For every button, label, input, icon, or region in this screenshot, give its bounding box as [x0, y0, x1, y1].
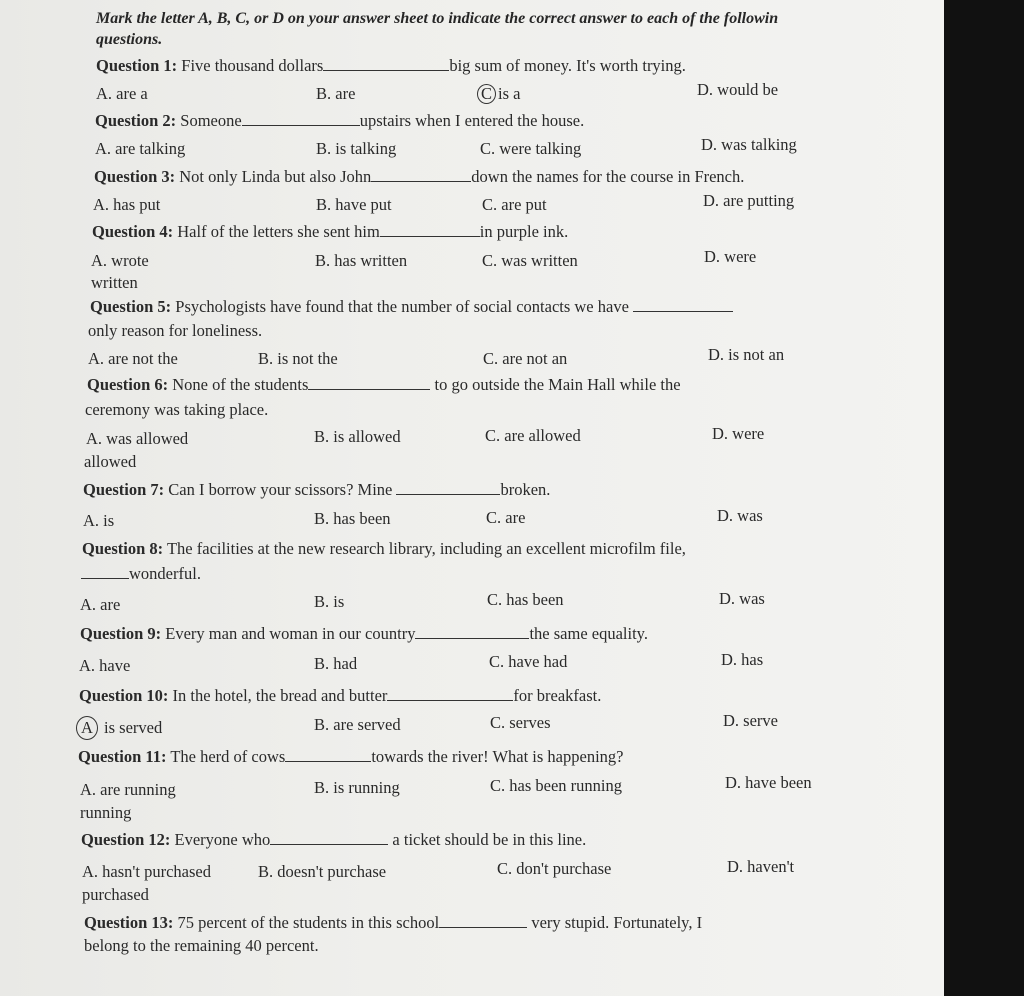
question-label: Question 6: — [87, 375, 169, 394]
options-7 — [0, 506, 860, 534]
circled-letter-a: A — [76, 716, 98, 740]
option-b: B. has been — [314, 509, 391, 528]
options-6 — [0, 424, 860, 471]
options-5 — [0, 345, 860, 372]
question-stem: Not only Linda but also John — [179, 167, 372, 186]
question-label: Question 1: — [96, 56, 178, 75]
options-11 — [0, 773, 860, 822]
question-label: Question 10: — [79, 686, 169, 705]
options-12 — [0, 857, 860, 904]
option-a-continued: purchased — [82, 885, 149, 904]
question-stem: The facilities at the new research library, including an excellent microfilm file, — [166, 539, 686, 558]
answer-blank — [387, 686, 513, 701]
option-b: B. doesn't purchase — [258, 862, 387, 881]
question-13-continued: belong to the remaining 40 percent. — [84, 936, 319, 955]
question-12 — [0, 829, 860, 853]
option-b: B. is running — [314, 778, 400, 797]
option-b: B. had — [314, 654, 358, 673]
question-stem: Psychologists have found that the number of social contacts we have — [175, 297, 629, 316]
option-c: C. are — [486, 508, 526, 527]
options-8 — [0, 589, 860, 618]
option-d: D. was — [717, 506, 763, 525]
instructions: Mark the letter A, B, C, or D on your answer sheet to indicate the correct answer to each of the followin questions. — [96, 10, 779, 48]
question-9 — [0, 623, 860, 647]
option-a — [76, 716, 162, 740]
question-stem: The herd of cows — [170, 747, 286, 766]
question-label: Question 7: — [83, 480, 165, 499]
option-b: B. are served — [314, 715, 401, 734]
option-b: B. are — [316, 84, 356, 103]
option-c: C. have had — [489, 652, 568, 671]
question-stem-end: a ticket should be in this line. — [392, 830, 587, 849]
question-stem: 75 percent of the students in this school — [177, 913, 440, 932]
answer-blank — [380, 222, 480, 237]
option-c: C. serves — [490, 713, 551, 732]
question-stem-end: towards the river! What is happening? — [371, 747, 624, 766]
question-label: Question 4: — [92, 222, 174, 241]
option-c: C. are allowed — [485, 426, 581, 445]
option-a-text: is served — [104, 718, 163, 737]
question-label: Question 13: — [84, 913, 174, 932]
option-a-continued: written — [91, 273, 138, 292]
option-d: D. have been — [725, 773, 812, 792]
answer-blank — [242, 111, 360, 126]
options-3 — [0, 191, 860, 218]
option-d: D. would be — [697, 80, 779, 99]
option-a: A. are — [80, 595, 121, 614]
option-a: A. wrote — [91, 251, 149, 270]
question-stem-end: upstairs when I entered the house. — [359, 111, 585, 130]
option-d: D. is not an — [708, 345, 785, 364]
option-a: A. are running — [80, 780, 176, 799]
option-b: B. is not the — [258, 349, 338, 368]
option-d: D. was talking — [701, 135, 797, 154]
option-b: B. is talking — [316, 139, 397, 158]
question-stem: Five thousand dollars — [181, 56, 324, 75]
answer-blank — [371, 167, 471, 182]
question-stem: Every man and woman in our country — [165, 624, 416, 643]
option-d: D. has — [721, 650, 764, 669]
question-stem-end: to go outside the Main Hall while the — [434, 375, 681, 394]
question-6 — [0, 374, 860, 398]
question-stem-end: very stupid. Fortunately, I — [531, 913, 703, 932]
option-c — [477, 83, 520, 105]
answer-blank — [270, 830, 388, 845]
option-a-continued: allowed — [84, 452, 137, 471]
question-stem-end: in purple ink. — [479, 222, 569, 241]
question-label: Question 9: — [80, 624, 162, 643]
question-stem: Can I borrow your scissors? Mine — [168, 480, 393, 499]
question-5 — [0, 296, 860, 320]
options-1 — [0, 80, 860, 107]
question-1 — [0, 55, 860, 79]
question-5-continued: only reason for loneliness. — [88, 321, 263, 340]
question-stem: In the hotel, the bread and butter — [172, 686, 388, 705]
question-label: Question 8: — [82, 539, 164, 558]
dark-background-edge — [944, 0, 1024, 996]
question-8 — [0, 538, 860, 562]
question-11 — [0, 746, 860, 770]
answer-blank — [81, 564, 129, 579]
question-6-continued: ceremony was taking place. — [85, 400, 269, 419]
question-label: Question 3: — [94, 167, 176, 186]
answer-blank — [308, 375, 430, 390]
answer-blank — [285, 747, 371, 762]
option-a: A. is — [83, 511, 115, 530]
question-stem: None of the students — [172, 375, 309, 394]
question-stem-end: wonderful. — [129, 564, 201, 583]
option-c: C. are put — [482, 195, 547, 214]
question-stem-end: for breakfast. — [513, 686, 602, 705]
option-a: A. are not the — [88, 349, 178, 368]
question-label: Question 5: — [90, 297, 172, 316]
option-d: D. serve — [723, 711, 778, 730]
option-c: C. has been — [487, 590, 564, 609]
option-d: D. are putting — [703, 191, 795, 210]
answer-blank — [439, 913, 527, 928]
question-stem: Everyone who — [174, 830, 271, 849]
circled-letter-c: C — [477, 84, 496, 104]
option-d: D. were — [704, 247, 757, 266]
option-a-continued: running — [80, 803, 132, 822]
options-4 — [0, 247, 860, 292]
option-a: A. are talking — [95, 139, 186, 158]
question-label: Question 12: — [81, 830, 171, 849]
answer-blank — [633, 297, 733, 312]
option-c: C. were talking — [480, 139, 582, 158]
options-9 — [0, 650, 860, 679]
option-c: C. was written — [482, 251, 578, 270]
option-c: C. are not an — [483, 349, 568, 368]
option-a: A. was allowed — [86, 429, 189, 448]
answer-blank — [396, 480, 500, 495]
question-8-continued — [81, 563, 201, 585]
question-stem-end: the same equality. — [529, 624, 648, 643]
option-d: D. haven't — [727, 857, 795, 876]
question-13 — [0, 912, 860, 936]
option-c: C. don't purchase — [497, 859, 612, 878]
question-7 — [0, 479, 860, 503]
option-c: C. has been running — [490, 776, 622, 795]
question-10 — [0, 685, 860, 709]
answer-blank — [323, 56, 449, 71]
question-label: Question 2: — [95, 111, 177, 130]
question-4 — [0, 221, 860, 245]
option-b: B. has written — [315, 251, 408, 270]
options-2 — [0, 135, 860, 162]
option-c-text: is a — [498, 84, 521, 103]
option-d: D. were — [712, 424, 765, 443]
question-stem: Someone — [180, 111, 242, 130]
option-a: A. has put — [93, 195, 161, 214]
option-a: A. have — [79, 656, 131, 675]
options-10 — [0, 711, 860, 740]
option-d: D. was — [719, 589, 765, 608]
question-stem-end: broken. — [500, 480, 551, 499]
option-b: B. is allowed — [314, 427, 401, 446]
question-stem: Half of the letters she sent him — [177, 222, 380, 241]
question-3 — [0, 166, 860, 190]
answer-blank — [415, 624, 529, 639]
question-stem-end: down the names for the course in French. — [471, 167, 745, 186]
option-a: A. hasn't purchased — [82, 862, 211, 881]
question-stem-end: big sum of money. It's worth trying. — [449, 56, 686, 75]
question-2 — [0, 110, 860, 134]
option-b: B. is — [314, 592, 345, 611]
question-label: Question 11: — [78, 747, 167, 766]
option-a: A. are a — [96, 84, 148, 103]
option-b: B. have put — [316, 195, 392, 214]
